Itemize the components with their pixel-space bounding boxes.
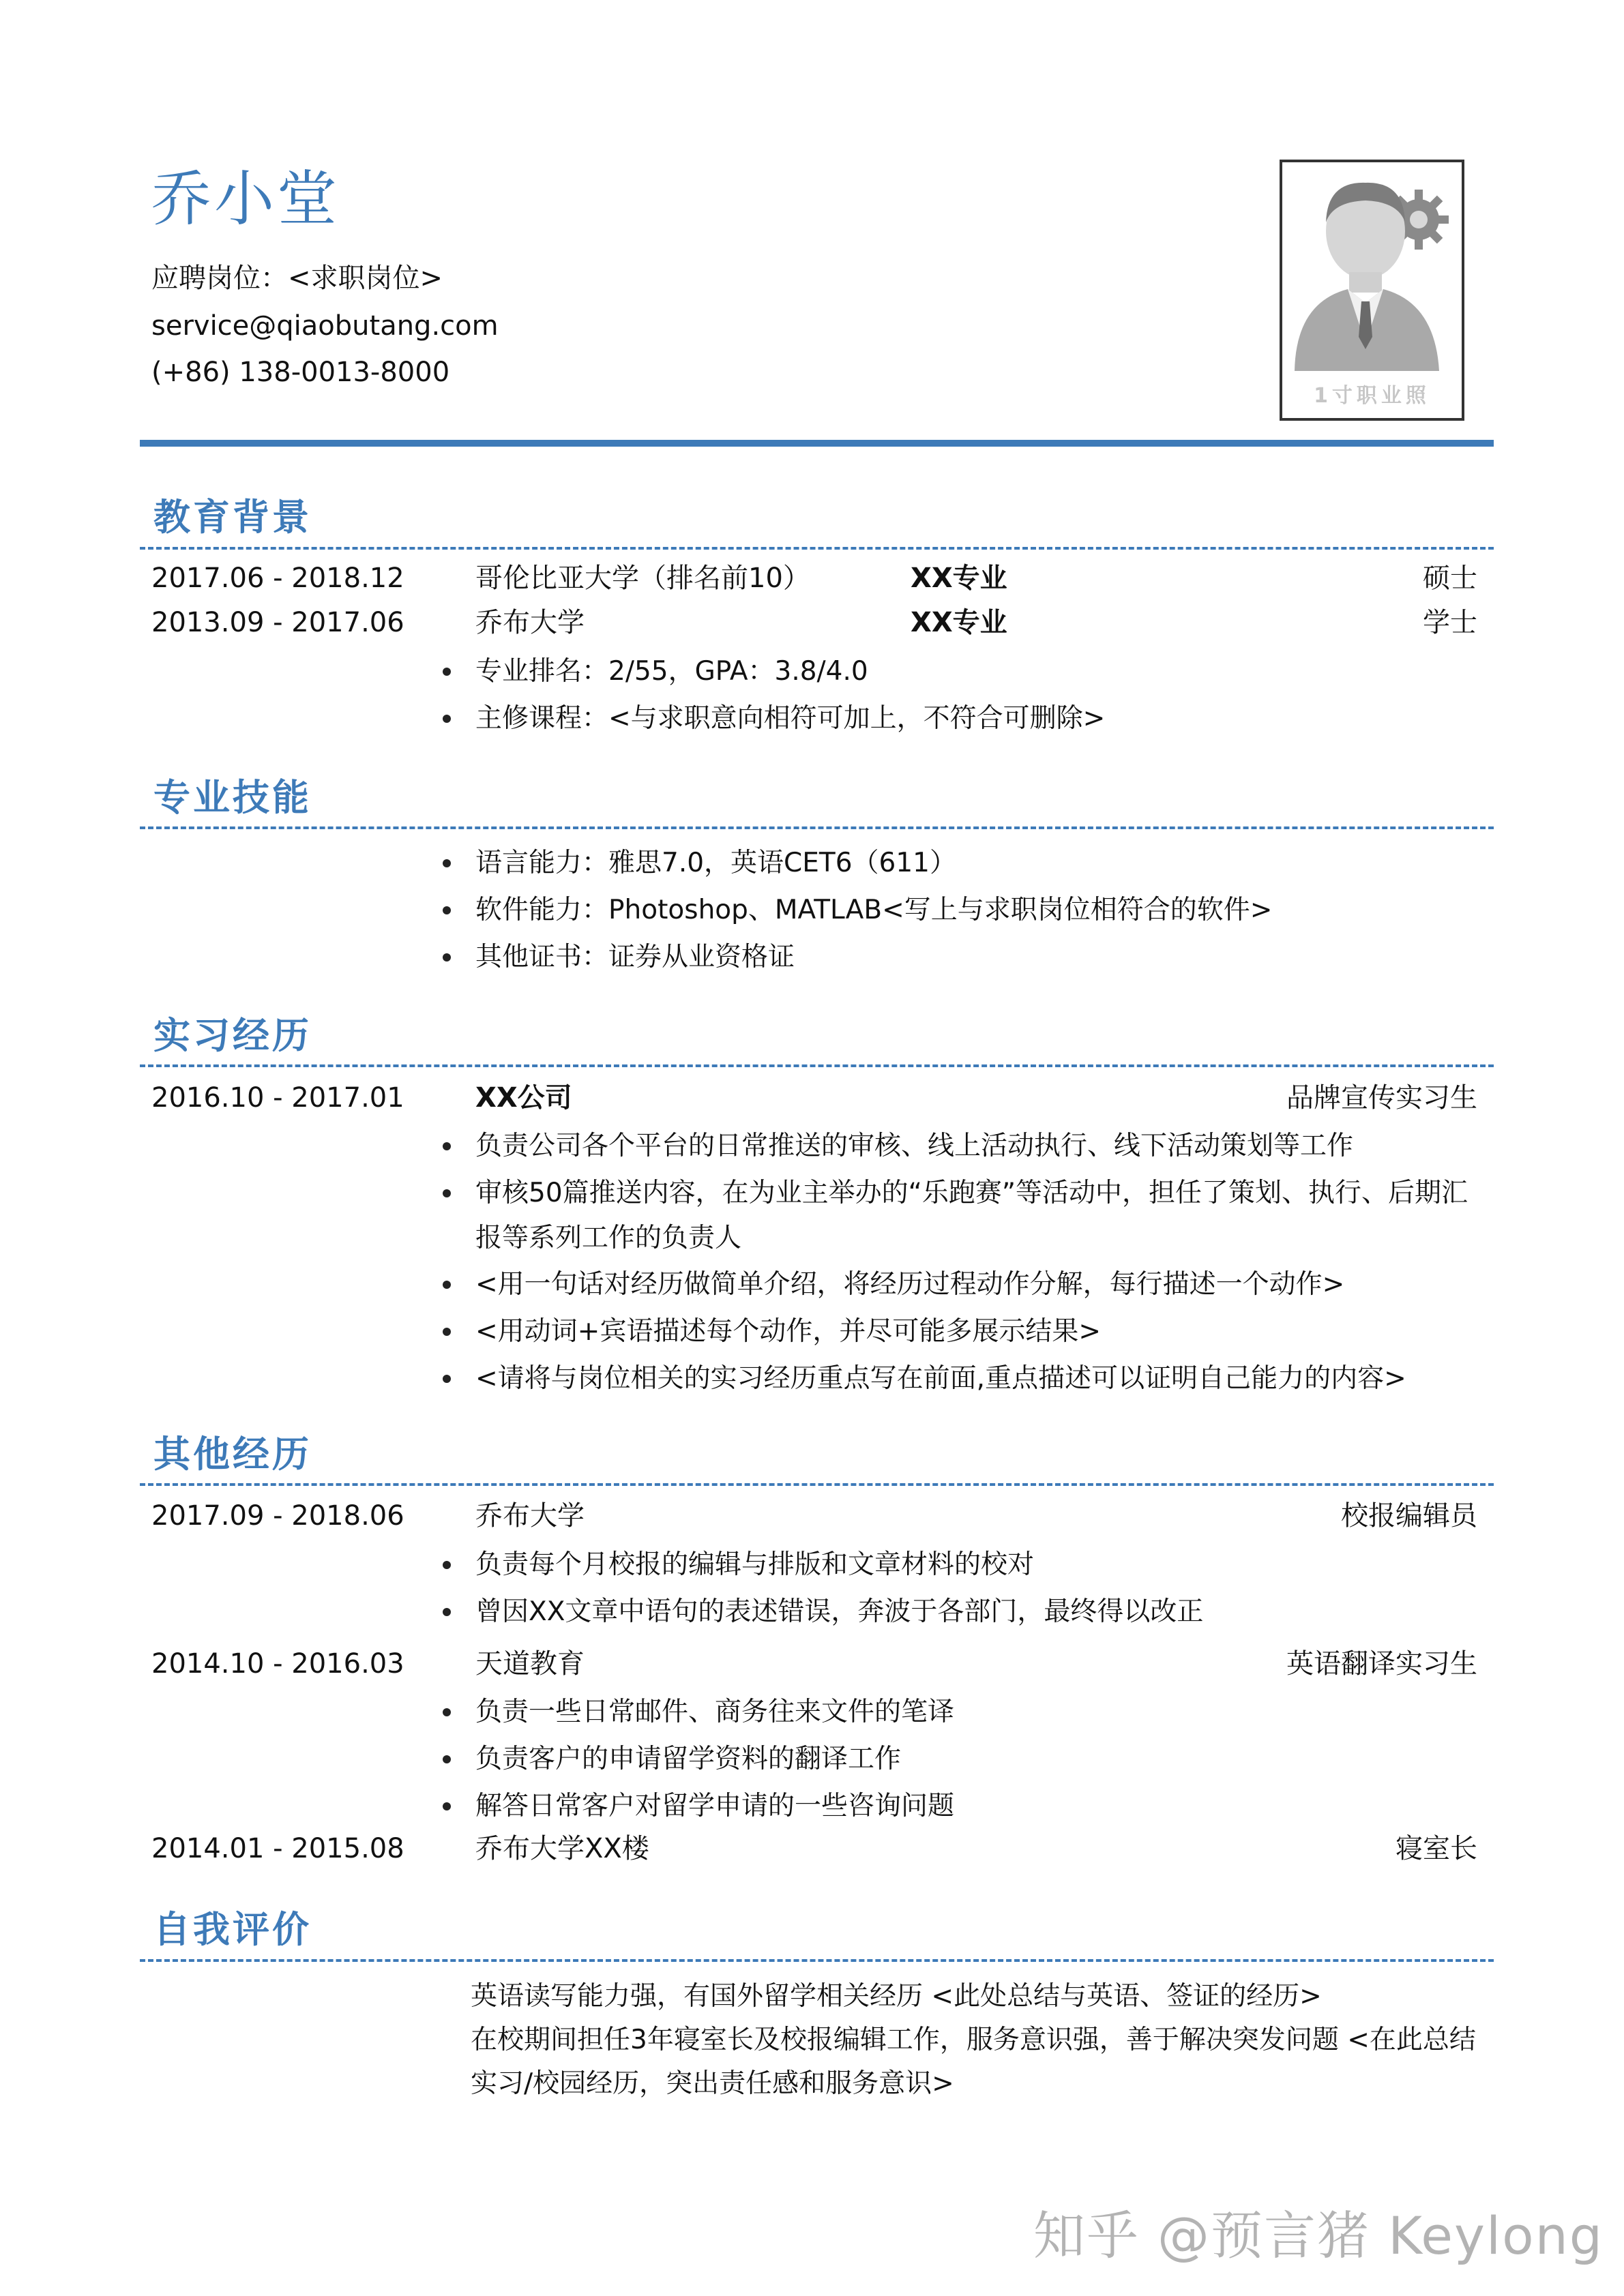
other-org <box>475 1835 649 1862</box>
other-date: 2014.10 - 2016.03 <box>151 1648 404 1680</box>
email: service@qiaobutang.com <box>151 310 499 342</box>
edu-degree: 学士 <box>1423 607 1477 638</box>
other-role: 英语翻译实习生 <box>1286 1648 1477 1680</box>
list-item: <用动词+宾语描述每个动作，并尽可能多展示结果> <box>475 1309 1485 1354</box>
self-eval-line: 在校期间担任3年寝室长及校报编辑工作，服务意识强，善于解决突发问题 <在此总结实习/校园经历，突出责任感和服务意识> <box>471 2025 1476 2099</box>
list-item: 负责客户的申请留学资料的翻译工作 <box>475 1737 1485 1782</box>
section-divider <box>140 826 1494 829</box>
person-silhouette-icon <box>1282 166 1462 378</box>
list-item: <请将与岗位相关的实习经历重点写在前面,重点描述可以证明自己能力的内容> <box>475 1356 1485 1401</box>
zhihu-watermark: 知乎 @预言猪 Keylong <box>1033 2205 1604 2266</box>
list-item: 专业排名：2/55，GPA：3.8/4.0 <box>475 649 1485 694</box>
candidate-name: 乔小堂 <box>151 164 340 234</box>
section-divider <box>140 1483 1494 1486</box>
section-divider <box>140 1064 1494 1067</box>
section-title-skills: 专业技能 <box>153 776 312 819</box>
other-date: 2014.01 - 2015.08 <box>151 1833 404 1864</box>
section-title-other: 其他经历 <box>153 1433 312 1476</box>
edu-school: 乔布大学 <box>475 607 585 638</box>
edu-degree: 硕士 <box>1423 563 1477 594</box>
edu-date: 2013.09 - 2017.06 <box>151 607 404 638</box>
other-org: 乔布大学 <box>475 1500 585 1532</box>
section-title-education: 教育背景 <box>153 496 312 539</box>
self-eval-line: 英语读写能力强，有国外留学相关经历 <此处总结与英语、签证的经历> <box>471 1981 1322 2012</box>
header-divider <box>140 440 1494 447</box>
list-item: 审核50篇推送内容，在为业主举办的“乐跑赛”等活动中，担任了策划、执行、后期汇报等系列工作的负责人 <box>475 1171 1485 1261</box>
section-title-self-eval: 自我评价 <box>153 1908 312 1951</box>
list-item: <用一句话对经历做简单介绍，将经历过程动作分解，每行描述一个动作> <box>475 1262 1485 1307</box>
list-item: 解答日常客户对留学申请的一些咨询问题 <box>475 1784 1485 1829</box>
phone: (+86) 138-0013-8000 <box>151 357 450 388</box>
other-role: 校报编辑员 <box>1341 1500 1477 1532</box>
list-item: 软件能力：Photoshop、MATLAB<写上与求职岗位相符合的软件> <box>475 888 1485 933</box>
photo-caption: 1寸职业照 <box>1314 384 1430 408</box>
internship-role: 品牌宣传实习生 <box>1286 1082 1477 1114</box>
section-divider <box>140 547 1494 550</box>
other-org-text: 乔布大学XX楼 <box>475 1833 649 1864</box>
list-item: 主修课程：<与求职意向相符可加上，不符合可删除> <box>475 696 1485 741</box>
list-item: 语言能力：雅思7.0，英语CET6（611） <box>475 841 1485 886</box>
list-item: 负责一些日常邮件、商务往来文件的笔译 <box>475 1690 1485 1735</box>
internship-date: 2016.10 - 2017.01 <box>151 1082 404 1114</box>
photo-placeholder <box>1280 160 1464 421</box>
list-item: 负责公司各个平台的日常推送的审核、线上活动执行、线下活动策划等工作 <box>475 1124 1485 1169</box>
section-divider <box>140 1959 1494 1962</box>
other-org: 天道教育 <box>475 1648 585 1680</box>
edu-major: XX专业 <box>911 563 1007 594</box>
edu-date: 2017.06 - 2018.12 <box>151 563 404 594</box>
other-role: 寝室长 <box>1396 1833 1477 1864</box>
list-item: 负责每个月校报的编辑与排版和文章材料的校对 <box>475 1542 1485 1587</box>
section-title-internship: 实习经历 <box>153 1014 312 1057</box>
edu-school: 哥伦比亚大学（排名前10） <box>475 563 810 594</box>
position-line: 应聘岗位：<求职岗位> <box>151 263 443 294</box>
other-date: 2017.09 - 2018.06 <box>151 1500 404 1532</box>
list-item: 其他证书：证券从业资格证 <box>475 935 1485 980</box>
internship-company: XX公司 <box>475 1082 572 1114</box>
edu-major: XX专业 <box>911 607 1007 638</box>
list-item: 曾因XX文章中语句的表述错误，奔波于各部门，最终得以改正 <box>475 1590 1485 1635</box>
